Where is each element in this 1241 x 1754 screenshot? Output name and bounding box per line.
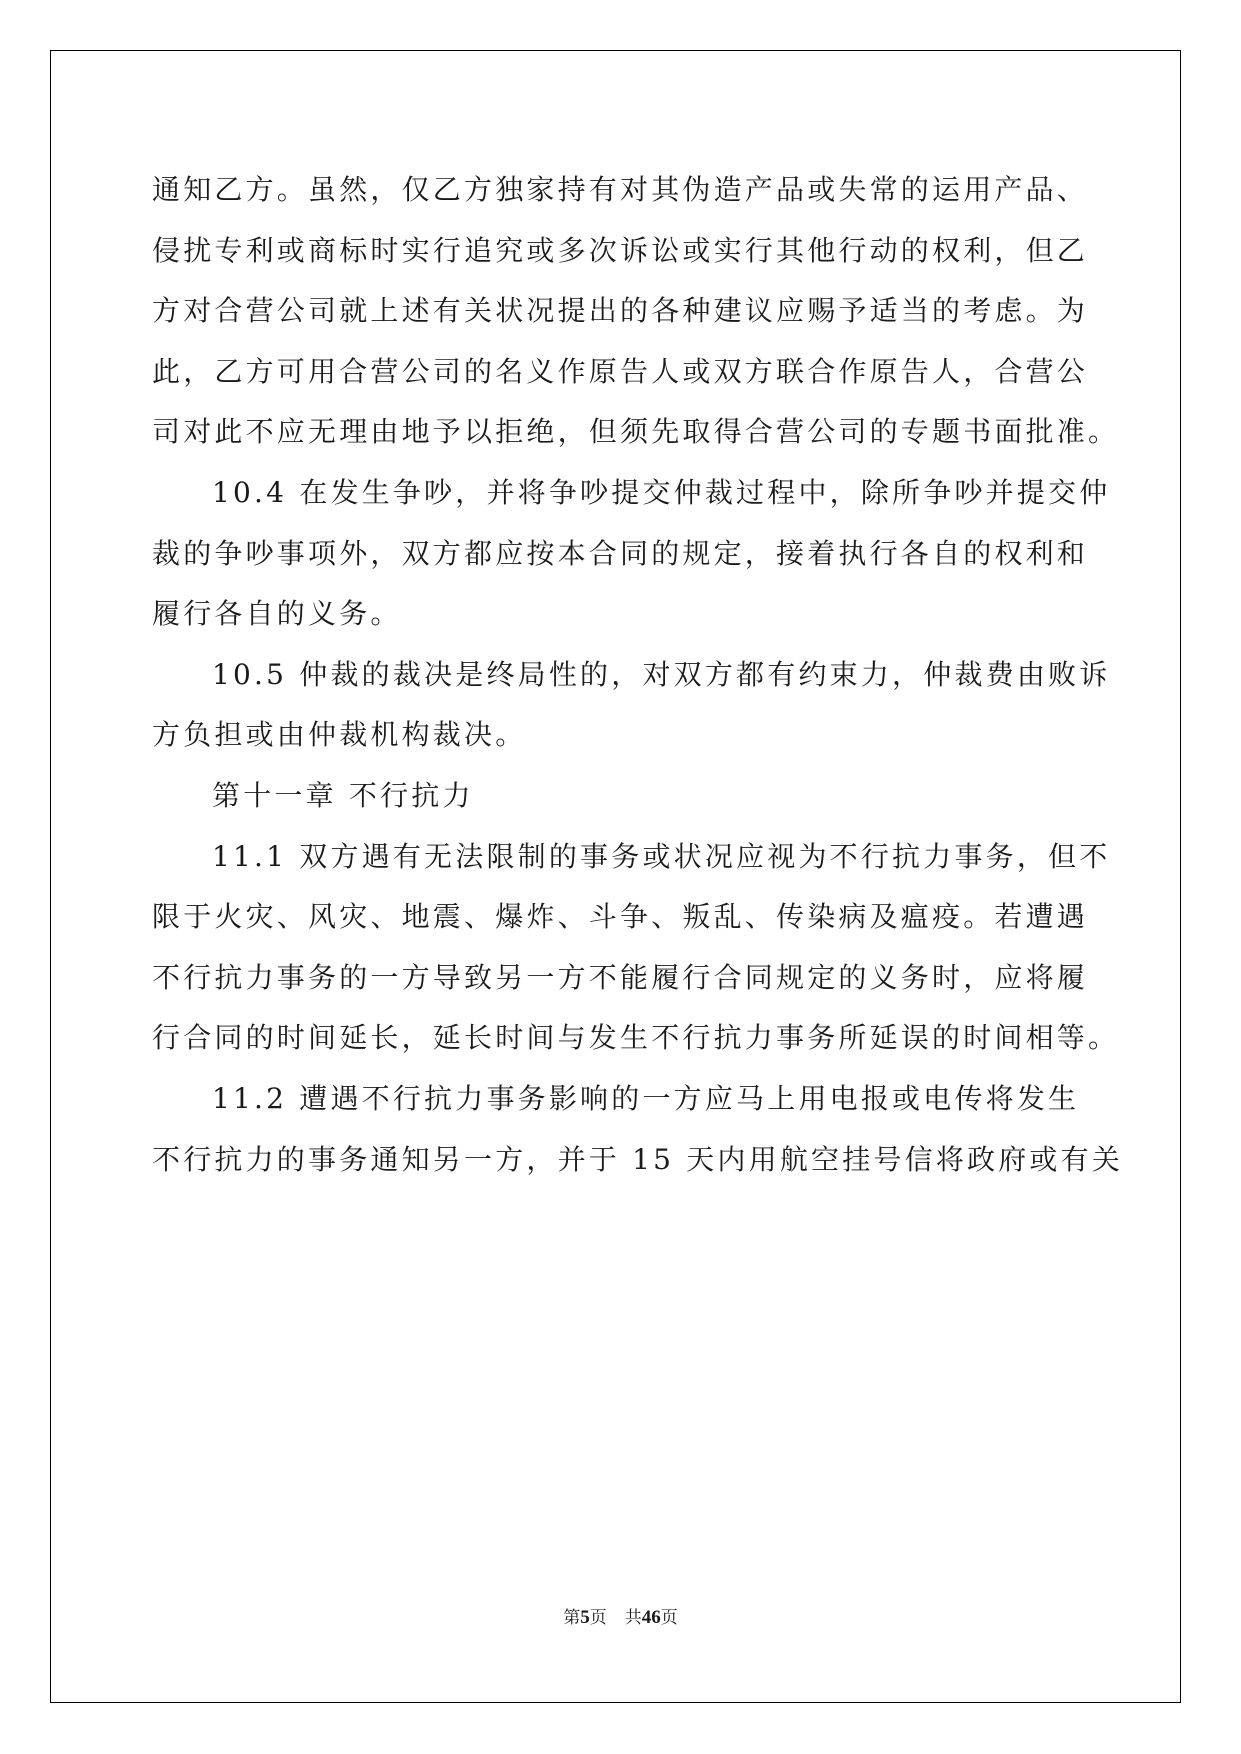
clause-11-1-start: 11.1 双方遇有无法限制的事务或状况应视为不行抗力事务，但不 <box>212 839 1111 873</box>
text-line: 限于火灾、风灾、地震、爆炸、斗争、叛乱、传染病及瘟疫。若遭遇 <box>152 900 1089 934</box>
page-prefix: 第 <box>563 1608 581 1628</box>
text-line: 裁的争吵事项外，双方都应按本合同的规定，接着执行各自的权利和 <box>152 536 1089 570</box>
text-line: 不行抗力的事务通知另一方，并于 15 天内用航空挂号信将政府或有关 <box>152 1142 1124 1176</box>
clause-11-2-start: 11.2 遭遇不行抗力事务影响的一方应马上用电报或电传将发生 <box>212 1081 1080 1115</box>
text-line: 不行抗力事务的一方导致另一方不能履行合同规定的义务时，应将履 <box>152 960 1089 994</box>
text-line: 方对合营公司就上述有关状况提出的各种建议应赐予适当的考虑。为 <box>152 294 1089 328</box>
chapter-11-heading: 第十一章 不行抗力 <box>212 778 474 812</box>
text-line: 司对此不应无理由地予以拒绝，但须先取得合营公司的专题书面批准。 <box>152 415 1120 449</box>
text-line: 履行各自的义务。 <box>152 597 402 631</box>
text-line: 侵扰专利或商标时实行追究或多次诉讼或实行其他行动的权利，但乙 <box>152 233 1089 267</box>
text-line: 此，乙方可用合营公司的名义作原告人或双方联合作原告人，合营公 <box>152 354 1089 388</box>
clause-10-4-start: 10.4 在发生争吵，并将争吵提交仲裁过程中，除所争吵并提交仲 <box>212 475 1111 509</box>
text-line: 通知乙方。虽然，仅乙方独家持有对其伪造产品或失常的运用产品、 <box>152 173 1089 206</box>
clause-10-5-start: 10.5 仲裁的裁决是终局性的，对双方都有约束力，仲裁费由败诉 <box>212 657 1111 691</box>
page-number: 5 <box>580 1607 590 1628</box>
total-pages: 46 <box>641 1607 661 1628</box>
text-line: 方负担或由仲裁机构裁决。 <box>152 718 527 752</box>
document-body <box>152 160 1124 1190</box>
page-suffix: 页 <box>589 1608 607 1628</box>
text-line: 行合同的时间延长，延长时间与发生不行抗力事务所延误的时间相等。 <box>152 1021 1120 1055</box>
total-suffix: 页 <box>660 1608 678 1628</box>
total-prefix: 共 <box>624 1608 642 1628</box>
page-footer <box>0 1603 1241 1629</box>
